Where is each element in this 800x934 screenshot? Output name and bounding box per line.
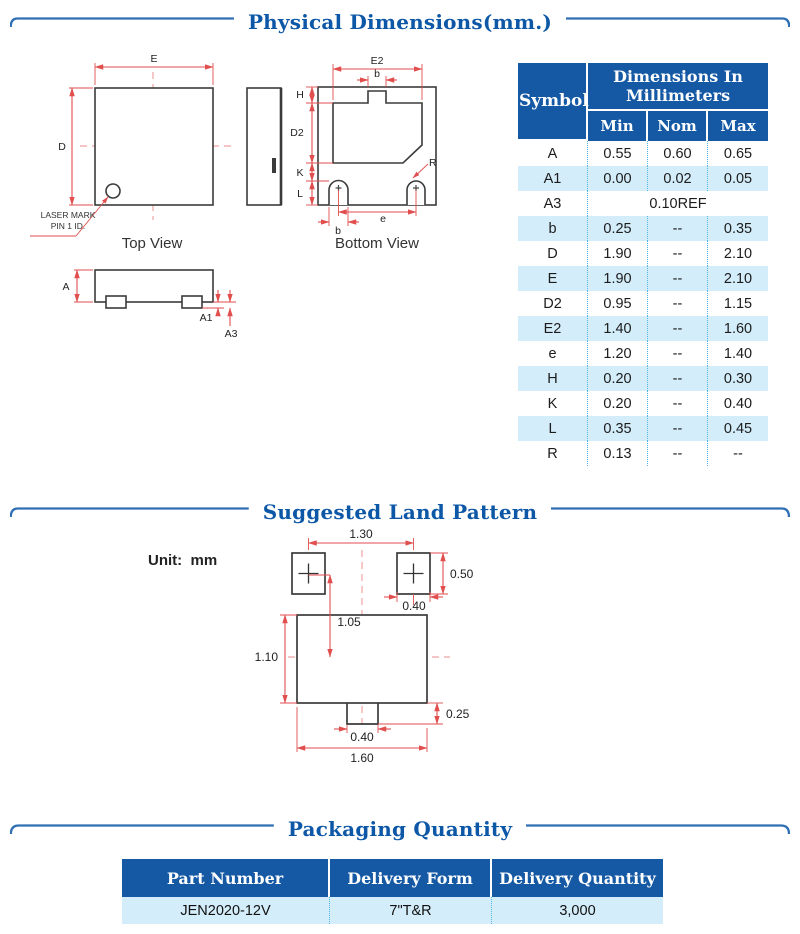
section-title-land: Suggested Land Pattern [262,500,538,524]
cell-min: 1.90 [588,266,648,291]
dim-label-e-pitch: e [380,213,386,225]
packaging-table [122,859,663,924]
dim-table-symbol-header: Symbol [518,63,588,141]
cell-min: 1.40 [588,316,648,341]
cell-nom: -- [648,341,708,366]
dim-E [95,53,213,85]
pkg-col-delivery-form: Delivery Form [330,859,492,897]
dim-table-col-min: Min [588,111,648,141]
cell-nom: -- [648,216,708,241]
table-row [518,291,768,316]
dim-label-1-10: 1.10 [254,650,278,664]
cell-nom: -- [648,441,708,466]
cell-symbol: R [518,441,588,466]
top-view-caption: Top View [121,235,183,252]
dim-label-a1: A1 [199,312,213,324]
cell-max: 1.15 [723,295,753,312]
dim-label-h: H [296,89,304,101]
cell-symbol: E [518,266,588,291]
cell-nom: 0.02 [648,166,708,191]
land-body-pad [297,615,427,703]
dim-label-1-60: 1.60 [350,751,374,765]
laser-mark-label-line1: LASER MARK [40,210,96,220]
packaging-section [0,813,800,934]
cell-max: 1.60 [723,320,753,337]
physical-dimensions-header [0,6,800,38]
front-view-right-pad [182,296,202,308]
cell-max: 0.45 [723,420,753,437]
land-pattern-section [0,496,800,813]
cell-symbol: K [518,391,588,416]
front-view-left-pad [106,296,126,308]
bottom-view-caption: Bottom View [335,235,419,252]
table-row [518,316,768,341]
cell-max: 0.35 [723,220,753,237]
dim-tab-width-0-40 [334,725,391,744]
dim-label-e: E [150,53,158,65]
cell-symbol: H [518,366,588,391]
laser-mark-label-line2: PIN 1 ID. [50,221,86,231]
cell-delivery-form: 7"T&R [330,897,492,924]
table-row [518,241,768,266]
cell-min: 0.95 [588,291,648,316]
dim-label-a3: A3 [224,328,238,340]
header-rule-left [10,15,234,29]
cell-max: 0.30 [723,370,753,387]
cell-min: 0.00 [588,166,648,191]
cell-symbol: A [518,141,588,166]
dim-label-1-05: 1.05 [337,615,361,629]
cell-symbol: D [518,241,588,266]
dim-label-0-40-top: 0.40 [402,599,426,613]
cell-max: 2.10 [723,245,753,262]
pkg-col-delivery-quantity: Delivery Quantity [492,859,663,897]
packaging-header [0,813,800,845]
cell-symbol: D2 [518,291,588,316]
dim-label-d2: D2 [290,127,304,139]
top-view-drawing [30,53,232,252]
pkg-col-part-number: Part Number [122,859,330,897]
dim-label-0-25: 0.25 [446,707,470,721]
cell-max: 2.10 [723,270,753,287]
table-row [518,441,768,466]
dim-table-col-max: Max [708,111,768,141]
dim-A [62,270,93,302]
front-view-drawing [62,270,237,340]
dim-label-b-bottom: b [335,225,341,237]
cell-nom: 0.60 [648,141,708,166]
table-row [518,191,768,216]
dim-label-r: R [429,157,437,169]
header-rule-right [566,15,790,29]
cell-min: 0.55 [588,141,648,166]
table-row [518,166,768,191]
dim-pad-height-0-50 [430,553,474,594]
land-pattern-drawing [0,525,520,795]
side-view-body-outline [247,88,281,205]
dim-label-b-top: b [374,68,380,80]
dim-label-1-30: 1.30 [349,527,373,541]
table-row [518,141,768,166]
header-rule-left [10,505,249,519]
cell-max: 0.05 [723,170,753,187]
section-title-physical: Physical Dimensions(mm.) [247,10,553,34]
dim-table-group-header: Dimensions In Millimeters [588,63,768,111]
cell-nom: -- [648,391,708,416]
dim-label-a: A [62,281,70,293]
package-drawings [0,40,520,350]
dim-table-col-nom: Nom [648,111,708,141]
cell-min: 0.25 [588,216,648,241]
header-rule-left [10,822,274,836]
dim-label-0-40-bottom: 0.40 [350,730,374,744]
cell-min: 0.20 [588,366,648,391]
cell-ref-value: 0.10REF [649,195,707,212]
cell-symbol: A1 [518,166,588,191]
cell-nom: -- [648,316,708,341]
dim-b-top [357,68,397,87]
cell-symbol: L [518,416,588,441]
cell-max: 1.40 [723,345,753,362]
table-row [518,416,768,441]
cell-min: 1.90 [588,241,648,266]
dim-label-0-50: 0.50 [450,567,474,581]
land-pattern-header [0,496,800,528]
dim-tab-height-0-25 [378,703,470,724]
cell-max: 0.65 [723,145,753,162]
table-row [518,391,768,416]
cell-nom: -- [648,241,708,266]
cell-min: 1.20 [588,341,648,366]
table-row [518,216,768,241]
cell-symbol: A3 [518,191,588,216]
cell-nom: -- [648,416,708,441]
cell-symbol: e [518,341,588,366]
cell-symbol: E2 [518,316,588,341]
cell-min: 0.35 [588,416,648,441]
dim-label-k: K [296,167,304,179]
section-title-packaging: Packaging Quantity [287,817,513,841]
header-rule-right [526,822,790,836]
cell-min: 0.13 [588,441,648,466]
unit-label: Unit: mm [148,552,218,569]
table-row [122,897,663,924]
table-row [518,266,768,291]
cell-nom: -- [648,266,708,291]
cell-max: -- [733,445,743,462]
cell-symbol: b [518,216,588,241]
dimensions-table [518,63,768,466]
cell-part-number: JEN2020-12V [122,897,330,924]
cell-min: 0.20 [588,391,648,416]
cell-nom: -- [648,366,708,391]
pin1-laser-mark-circle [106,184,120,198]
cell-delivery-quantity: 3,000 [492,897,663,924]
dim-label-e2: E2 [370,55,384,67]
dim-label-l: L [297,188,303,200]
bottom-view-drawing [290,55,437,252]
side-view-drawing [247,88,281,205]
dim-body-height-1-10 [255,615,297,703]
dim-D [58,88,93,205]
side-view-terminal-mark [272,158,276,173]
cell-max: 0.40 [723,395,753,412]
cell-nom: -- [648,291,708,316]
dim-label-d: D [58,141,66,153]
header-rule-right [551,505,790,519]
table-row [518,366,768,391]
table-row [518,341,768,366]
